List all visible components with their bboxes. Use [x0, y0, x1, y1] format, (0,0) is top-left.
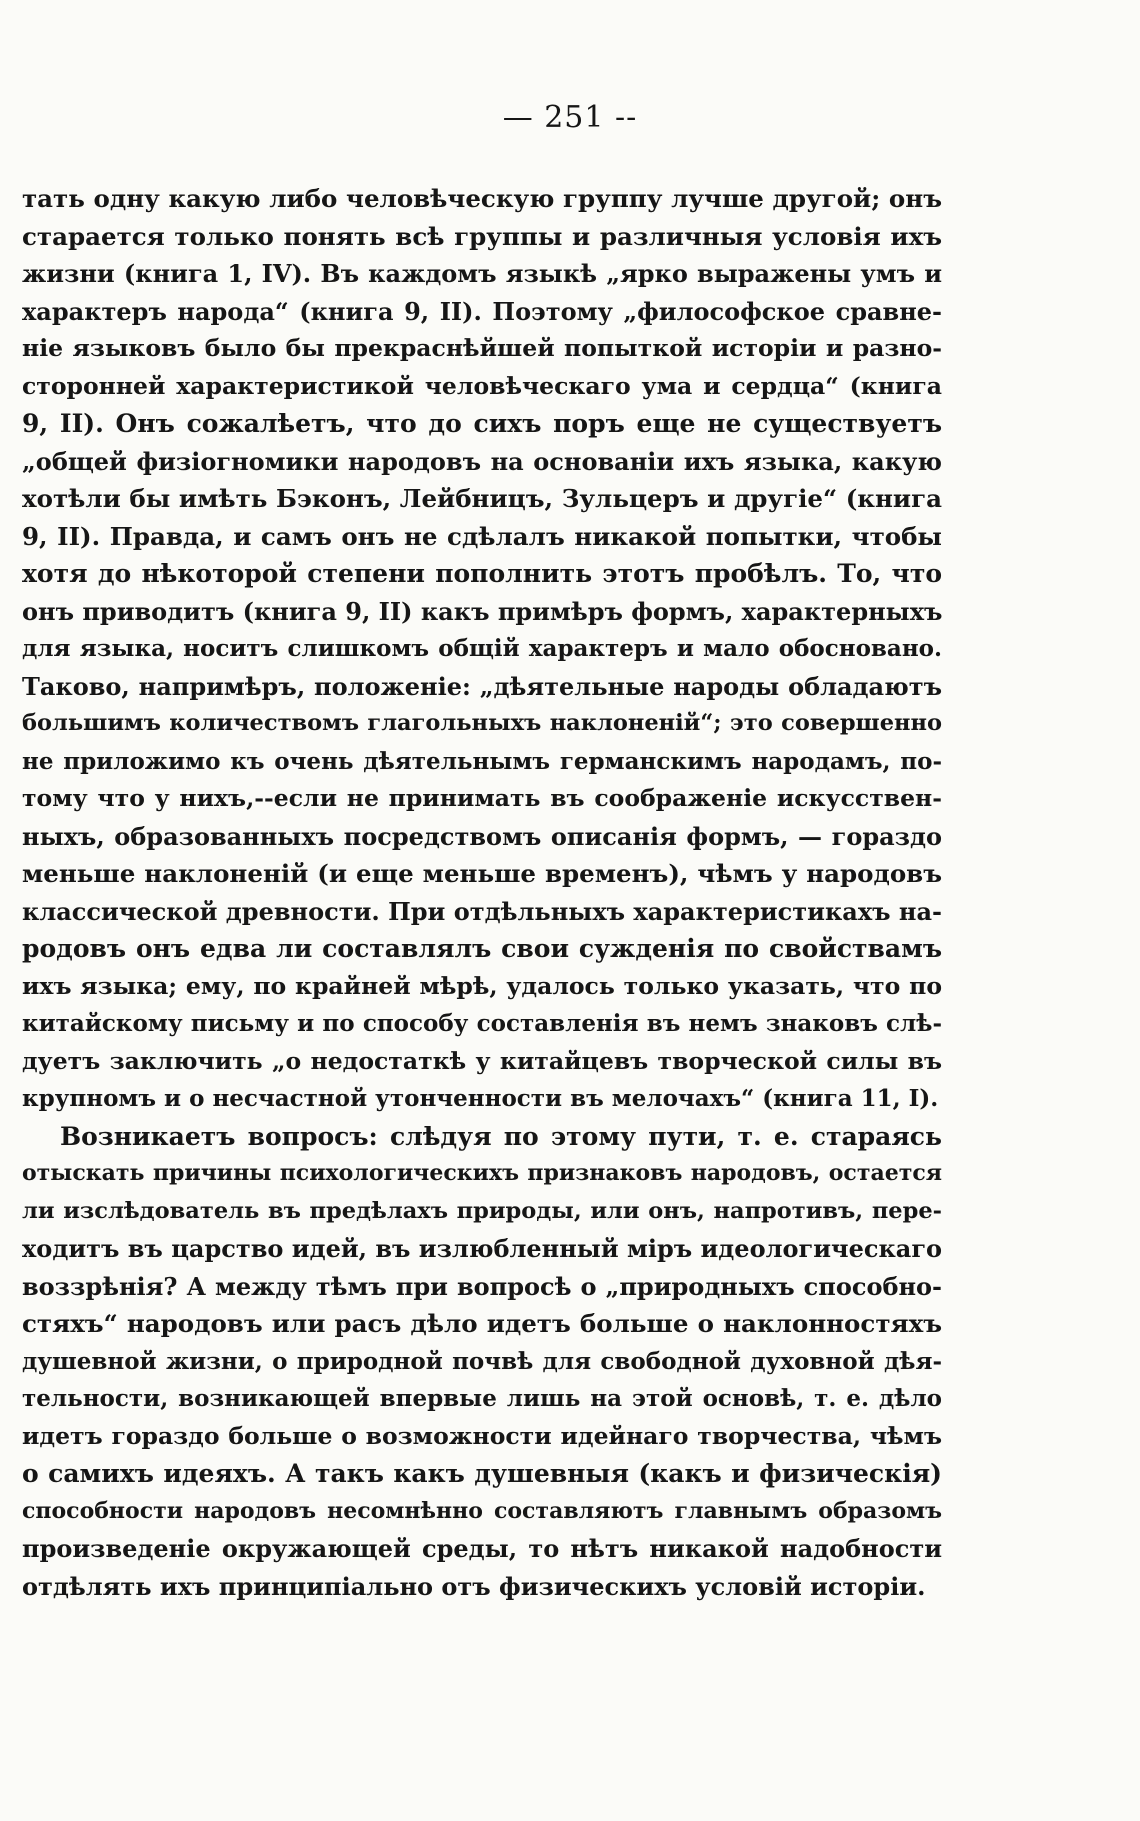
text-line: старается только понять всѣ группы и различныя условія ихъ: [22, 221, 942, 251]
text-line: ходитъ въ царство идей, въ излюбленный міръ идеологическаго: [22, 1234, 943, 1263]
text-line: характеръ народа“ (книга 9, II). Поэтому „философское сравне-: [22, 296, 942, 326]
text-line: жизни (книга 1, IV). Въ каждомъ языкѣ „ярко выражены умъ и: [22, 259, 942, 288]
paragraph-end-line: крупномъ и о несчастной утонченности въ мелочахъ“ (книга 11, I).: [22, 1085, 939, 1112]
paragraph-end-line: отдѣлять ихъ принципіально отъ физическихъ условій исторіи.: [22, 1571, 926, 1601]
text-line: ихъ языка; ему, по крайней мѣрѣ, удалось только указать, что по: [22, 971, 942, 1000]
text-line: не приложимо къ очень дѣятельнымъ германскимъ народамъ, по-: [22, 747, 942, 775]
text-line: воззрѣнія? А между тѣмъ при вопросѣ о „природныхъ способно-: [22, 1271, 942, 1301]
text-line: сторонней характеристикой человѣческаго ума и сердца“ (книга: [22, 371, 942, 400]
text-line: родовъ онъ едва ли составлялъ свои сужденія по свойствамъ: [22, 934, 942, 963]
text-line: тельности, возникающей впервые лишь на этой основѣ, т. е. дѣло: [22, 1385, 942, 1412]
text-line: хотя до нѣкоторой степени пополнить этотъ пробѣлъ. То, что: [22, 559, 942, 588]
text-line: дуетъ заключить „о недостаткѣ у китайцевъ творческой силы въ: [22, 1046, 942, 1075]
text-line: способности народовъ несомнѣнно составляютъ главнымъ образомъ: [22, 1497, 942, 1524]
text-line: ныхъ, образованныхъ посредствомъ описанія формъ, — гораздо: [22, 821, 942, 851]
text-line: большимъ количествомъ глагольныхъ наклоненій“; это совершенно: [22, 710, 942, 736]
text-line: произведеніе окружающей среды, то нѣтъ никакой надобности: [22, 1534, 942, 1563]
text-line: отыскать причины психологическихъ признаковъ народовъ, остается: [22, 1160, 942, 1186]
text-line: хотѣли бы имѣть Бэконъ, Лейбницъ, Зульцеръ и другіе“ (книга: [22, 484, 942, 513]
text-line: для языка, носитъ слишкомъ общій характеръ и мало обосновано.: [22, 635, 942, 662]
text-line: душевной жизни, о природной почвѣ для свободной духовной дѣя-: [22, 1347, 942, 1375]
text-line: онъ приводитъ (книга 9, II) какъ примѣръ формъ, характерныхъ: [22, 596, 943, 626]
text-line: тому что у нихъ,--если не принимать въ соображеніе искусствен-: [22, 784, 942, 812]
body-text: [22, 180, 942, 1605]
text-line: „общей физіогномики народовъ на основаніи ихъ языка, какую: [22, 446, 942, 476]
text-line: ли изслѣдователь въ предѣлахъ природы, или онъ, напротивъ, пере-: [22, 1197, 942, 1224]
text-line: Таково, напримѣръ, положеніе: „дѣятельные народы обладаютъ: [22, 671, 942, 701]
paragraph-start-line: Возникаетъ вопросъ: слѣдуя по этому пути, т. е. стараясь: [60, 1121, 942, 1151]
text-line: 9, II). Правда, и самъ онъ не сдѣлалъ никакой попытки, чтобы: [22, 521, 942, 551]
page-number: — 251 --: [502, 100, 638, 135]
text-line: китайскому письму и по способу составленія въ немъ знаковъ слѣ-: [22, 1010, 942, 1037]
text-line: меньше наклоненій (и еще меньше временъ), чѣмъ у народовъ: [22, 859, 942, 888]
text-line: идетъ гораздо больше о возможности идейнаго творчества, чѣмъ: [22, 1421, 942, 1450]
text-line: 9, II). Онъ сожалѣетъ, что до сихъ поръ еще не существуетъ: [22, 409, 942, 438]
text-line: классической древности. При отдѣльныхъ характеристикахъ на-: [22, 896, 942, 926]
text-line: тать одну какую либо человѣческую группу лучше другой; онъ: [22, 184, 942, 213]
text-line: стяхъ“ народовъ или расъ дѣло идетъ больше о наклонностяхъ: [22, 1309, 942, 1338]
text-line: о самихъ идеяхъ. А такъ какъ душевныя (какъ и физическія): [22, 1459, 942, 1488]
text-line: ніе языковъ было бы прекраснѣйшей попыткой исторіи и разно-: [22, 334, 942, 362]
